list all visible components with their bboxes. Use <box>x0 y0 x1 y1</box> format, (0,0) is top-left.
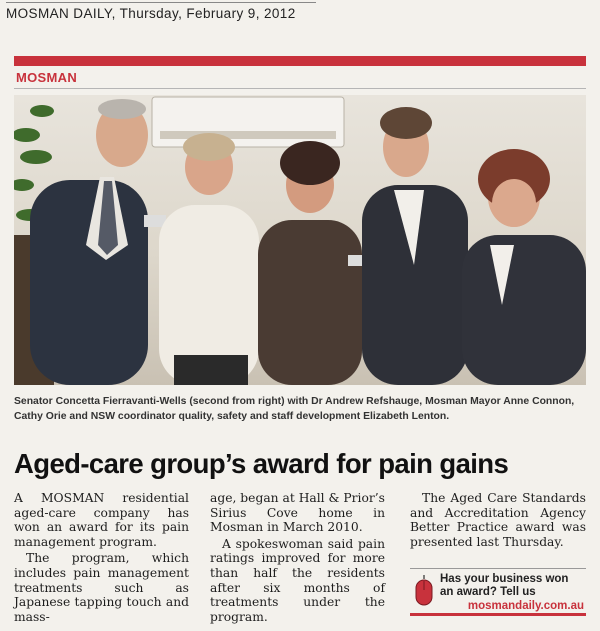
article-headline: Aged-care group’s award for pain gains <box>14 448 509 479</box>
paragraph: The Aged Care Standards and Accreditation Agency Better Practice award was presented last Thursday. <box>410 491 586 549</box>
section-bar <box>14 56 586 66</box>
promo-text: Has your business won an award? Tell us <box>440 573 569 598</box>
publication-name: MOSMAN DAILY <box>6 6 112 21</box>
article-column-2 <box>210 491 385 626</box>
article-column-1 <box>14 491 189 626</box>
section-label: MOSMAN <box>16 70 78 85</box>
computer-mouse-icon <box>414 575 434 607</box>
photo-caption: Senator Concetta Fierravanti-Wells (second from right) with Dr Andrew Refshauge, Mosman Mayor Anne Connon, Cathy Orie and NSW coordinator quality, safety and staff development Elizabeth Lenton. <box>14 396 575 422</box>
publication-date: , Thursday, February 9, 2012 <box>111 6 296 21</box>
promo-link[interactable]: mosmandaily.com.au <box>467 600 584 612</box>
promo-box[interactable] <box>410 568 586 616</box>
paragraph: The program, which includes pain management treatments such as Japanese tapping touch and mass- <box>14 551 189 624</box>
section-rule <box>14 88 586 89</box>
paragraph: A spokeswoman said pain ratings improved for more than half the residents after six months of treatments under the program. <box>210 536 385 624</box>
paragraph: age, began at Hall & Prior’s Sirius Cove home in Mosman in March 2010. <box>210 491 385 535</box>
paragraph: A MOSMAN residential aged-care company has won an award for its pain management program. <box>14 491 189 549</box>
masthead <box>6 6 326 21</box>
group-photo <box>14 95 586 385</box>
masthead-rule <box>6 2 316 3</box>
article-column-3 <box>410 491 586 551</box>
